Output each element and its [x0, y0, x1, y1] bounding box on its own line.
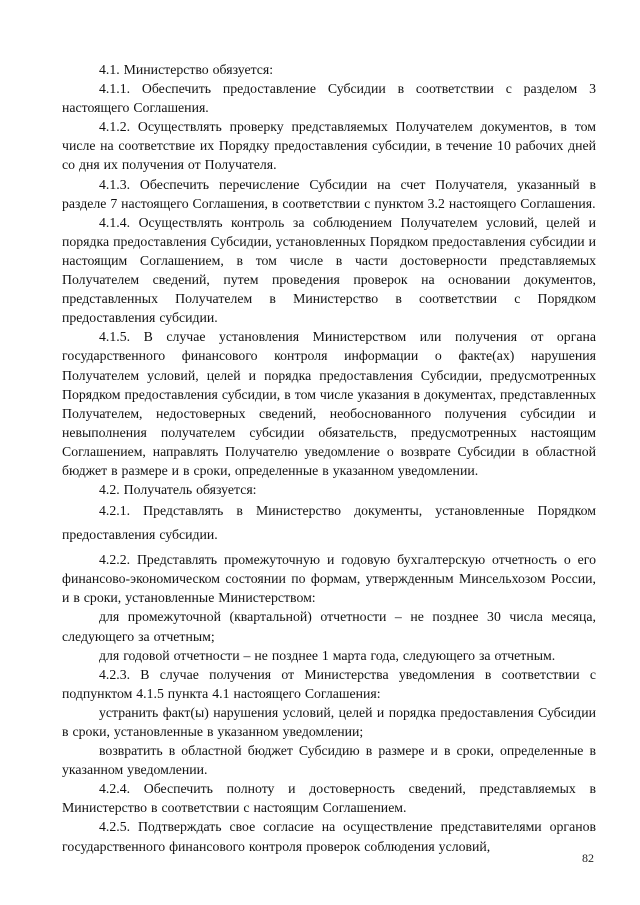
- paragraph-4-2-2: 4.2.2. Представлять промежуточную и годовую бухгалтерскую отчетность о его финансово-экономическом состоянии по формам, утвержденным Минсельхозом России, и в сроки, установленные Министерством:: [62, 552, 596, 606]
- paragraph-return-subsidy: возвратить в областной бюджет Субсидию в размере и в сроки, определенные в указанном уведомлении.: [62, 743, 596, 778]
- paragraph-4-2: 4.2. Получатель обязуется:: [99, 482, 257, 498]
- paragraph-eliminate-violations: устранить факт(ы) нарушения условий, целей и порядка предоставления Субсидии в сроки, установленные в указанном уведомлении;: [62, 704, 596, 739]
- paragraph-interim-reporting: для промежуточной (квартальной) отчетности – не позднее 30 числа месяца, следующего за отчетным;: [62, 609, 596, 644]
- paragraph-4-2-1: 4.2.1. Представлять в Министерство документы, установленные Порядком предоставления субсидии.: [62, 503, 596, 543]
- paragraph-4-1-3: 4.1.3. Обеспечить перечисление Субсидии на счет Получателя, указанный в разделе 7 настоящего Соглашения, в соответствии с пунктом 3.2 настоящего Соглашения.: [62, 176, 596, 211]
- page-number: 82: [582, 851, 594, 865]
- paragraph-4-1-2: 4.1.2. Осуществлять проверку представляемых Получателем документов, в том числе на соответствие их Порядку предоставления субсидии, в течение 10 рабочих дней со дня их получения от Получателя.: [62, 119, 596, 173]
- paragraph-4-1-4: 4.1.4. Осуществлять контроль за соблюдением Получателем условий, целей и порядка предоставления Субсидии, установленных Порядком предоставления субсидии и настоящим Соглашением, в том числе в части достоверности представляемых Получателем сведений, путем проведения проверок на основании документов, представленных Получателем в Министерство в соответствии с Порядком предоставления субсидии.: [62, 214, 596, 326]
- paragraph-4-2-4: 4.2.4. Обеспечить полноту и достоверность сведений, представляемых в Министерство в соответствии с настоящим Соглашением.: [62, 781, 596, 816]
- paragraph-4-2-3: 4.2.3. В случае получения от Министерства уведомления в соответствии с подпунктом 4.1.5 пункта 4.1 настоящего Соглашения:: [62, 666, 596, 701]
- paragraph-4-1-5: 4.1.5. В случае установления Министерством или получения от органа государственного финансового контроля информации о факте(ах) нарушения Получателем условий, целей и порядка предоставления Субсидии, предусмотренных Порядком предоставления субсидии, в том числе указания в документах, представленных Получателем, недостоверных сведений, необоснованного получения субсидии и невыполнения получателем субсидии обязательств, предусмотренных настоящим Соглашением, направлять Получателю уведомление о возврате Субсидии в областной бюджет в размере и в сроки, определенные в указанном уведомлении.: [62, 329, 596, 478]
- document-page: [62, 60, 596, 856]
- paragraph-4-1-1: 4.1.1. Обеспечить предоставление Субсидии в соответствии с разделом 3 настоящего Соглашения.: [62, 81, 596, 116]
- paragraph-4-2-5: 4.2.5. Подтверждать свое согласие на осуществление представителями органов государственного финансового контроля проверок соблюдения условий,: [62, 819, 596, 854]
- paragraph-4-1: 4.1. Министерство обязуется:: [99, 62, 274, 77]
- paragraph-annual-reporting: для годовой отчетности – не позднее 1 марта года, следующего за отчетным.: [99, 647, 556, 663]
